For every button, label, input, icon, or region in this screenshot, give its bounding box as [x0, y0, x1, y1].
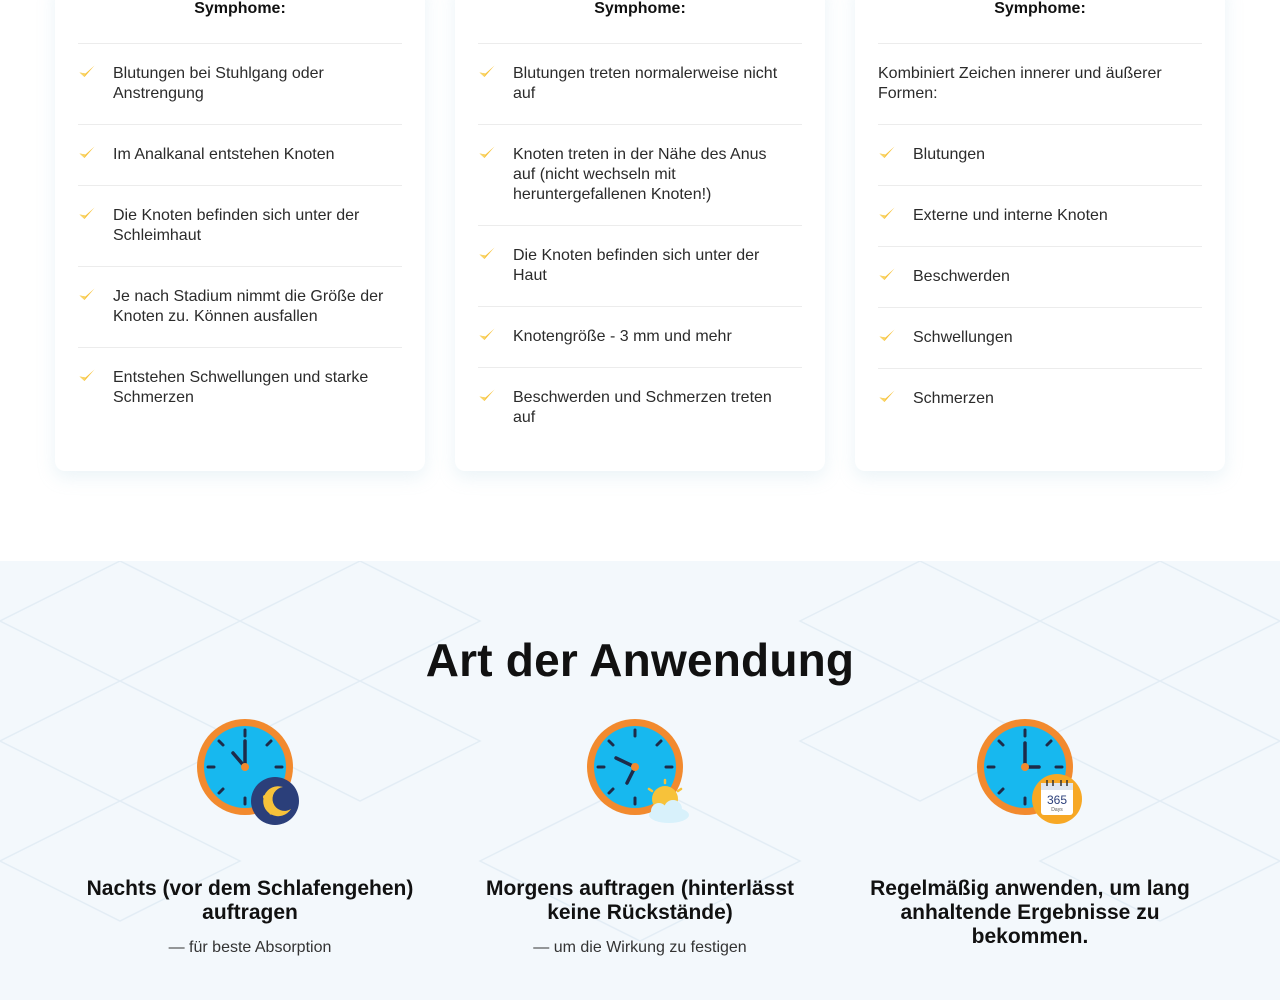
usage-subtext: — um die Wirkung zu festigen [533, 939, 747, 956]
symptom-text: Beschwerden [913, 268, 1010, 285]
symptom-list-item [78, 267, 402, 348]
checkmark-icon [78, 286, 96, 304]
checkmark-icon [478, 245, 496, 263]
symptom-list-item [478, 125, 802, 226]
usage-heading: Morgens auftragen (hinterlässt keine Rückstände) [485, 877, 795, 924]
symptom-text: Schwellungen [913, 329, 1013, 346]
symptom-card-inner [55, 0, 425, 471]
symptom-text: Externe und interne Knoten [913, 207, 1108, 224]
clock-moon-icon [195, 717, 305, 827]
symptom-text: Im Analkanal entstehen Knoten [113, 146, 335, 163]
symptom-list-item [878, 125, 1202, 186]
symptom-card-outer [455, 0, 825, 471]
card-title: Symphome: [478, 0, 802, 44]
symptom-card-combined [855, 0, 1225, 471]
symptom-text: Schmerzen [913, 390, 994, 407]
symptom-list-item [78, 186, 402, 267]
checkmark-icon [878, 266, 896, 284]
symptom-list-item [878, 186, 1202, 247]
usage-item-night [80, 717, 420, 957]
clock-calendar-icon [975, 717, 1085, 827]
usage-heading: Regelmäßig anwenden, um lang anhaltende Ergebnisse zu bekommen. [870, 877, 1190, 948]
usage-heading: Nachts (vor dem Schlafengehen) auftragen [86, 877, 414, 924]
symptom-list-item [878, 369, 1202, 429]
checkmark-icon [78, 367, 96, 385]
checkmark-icon [478, 387, 496, 405]
checkmark-icon [478, 144, 496, 162]
checkmark-icon [878, 388, 896, 406]
symptom-list-item [78, 348, 402, 428]
checkmark-icon [878, 205, 896, 223]
clock-sun-icon [585, 717, 695, 827]
checkmark-icon [78, 205, 96, 223]
symptom-text: Je nach Stadium nimmt die Größe der Knoten zu. Können ausfallen [113, 288, 384, 325]
calendar-label: Days [1051, 807, 1063, 813]
symptom-text: Die Knoten befinden sich unter der Schleimhaut [113, 207, 360, 244]
symptom-list-item [478, 226, 802, 307]
checkmark-icon [78, 63, 96, 81]
symptom-list-item [878, 247, 1202, 308]
symptom-text: Kombiniert Zeichen innerer und äußerer Formen: [878, 65, 1162, 102]
symptom-list-item [78, 125, 402, 186]
card-title: Symphome: [78, 0, 402, 44]
symptom-list-item [878, 308, 1202, 369]
symptom-list-item [878, 44, 1202, 125]
symptom-text: Knoten treten in der Nähe des Anus auf (nicht wechseln mit heruntergefallenen Knoten!) [513, 146, 767, 203]
checkmark-icon [878, 144, 896, 162]
symptom-text: Blutungen [913, 146, 986, 163]
symptom-text: Entstehen Schwellungen und starke Schmerzen [113, 369, 369, 406]
checkmark-icon [878, 327, 896, 345]
symptom-list-item [78, 44, 402, 125]
usage-item-morning [470, 717, 810, 957]
usage-section [0, 561, 1280, 1000]
symptom-text: Blutungen treten normalerweise nicht auf [513, 65, 778, 102]
checkmark-icon [478, 63, 496, 81]
checkmark-icon [78, 144, 96, 162]
usage-item-regular [860, 717, 1200, 949]
usage-title: Art der Anwendung [425, 634, 855, 686]
symptom-list-item [478, 368, 802, 448]
symptom-list-item [478, 44, 802, 125]
calendar-number: 365 [1046, 793, 1068, 807]
symptom-text: Die Knoten befinden sich unter der Haut [513, 247, 760, 284]
usage-subtext: — für beste Absorption [168, 939, 332, 956]
symptom-text: Blutungen bei Stuhlgang oder Anstrengung [113, 65, 324, 102]
card-title: Symphome: [878, 0, 1202, 44]
symptom-text: Beschwerden und Schmerzen treten auf [513, 389, 772, 426]
checkmark-icon [478, 326, 496, 344]
symptom-list-item [478, 307, 802, 368]
symptom-text: Knotengröße - 3 mm und mehr [513, 328, 732, 345]
